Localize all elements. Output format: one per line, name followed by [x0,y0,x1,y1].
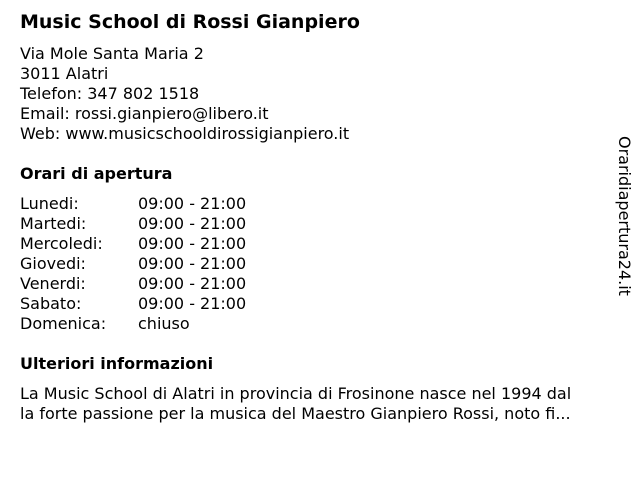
hours-value: 09:00 - 21:00 [138,214,247,233]
day-label: Mercoledi: [20,234,103,253]
day-label: Venerdi: [20,274,86,293]
business-title: Music School di Rossi Gianpiero [20,11,360,33]
more-info-description [20,384,626,424]
day-label: Giovedi: [20,254,86,273]
description-line: La Music School di Alatri in provincia di Frosinone nasce nel 1994 dal [20,384,572,403]
contact-block [20,44,349,144]
hours-value: 09:00 - 21:00 [138,194,247,213]
opening-hours-heading: Orari di apertura [20,164,173,183]
hours-value: 09:00 - 21:00 [138,294,247,313]
website-line: Web: www.musicschooldirossigianpiero.it [20,124,350,143]
email-line: Email: rossi.gianpiero@libero.it [20,104,269,123]
day-label: Lunedi: [20,194,79,213]
hours-value: 09:00 - 21:00 [138,274,247,293]
more-info-heading: Ulteriori informazioni [20,354,214,373]
site-watermark [612,136,636,306]
address-city: 3011 Alatri [20,64,109,83]
phone-line: Telefon: 347 802 1518 [20,84,200,103]
site-watermark-text: Oraridiapertura24.it [615,136,634,296]
hours-value: chiuso [138,314,190,333]
address-street: Via Mole Santa Maria 2 [20,44,204,63]
hours-value: 09:00 - 21:00 [138,234,247,253]
day-label: Sabato: [20,294,82,313]
hours-value: 09:00 - 21:00 [138,254,247,273]
day-label: Martedi: [20,214,87,233]
day-label: Domenica: [20,314,107,333]
description-line: la forte passione per la musica del Maestro Gianpiero Rossi, noto fi... [20,404,571,423]
